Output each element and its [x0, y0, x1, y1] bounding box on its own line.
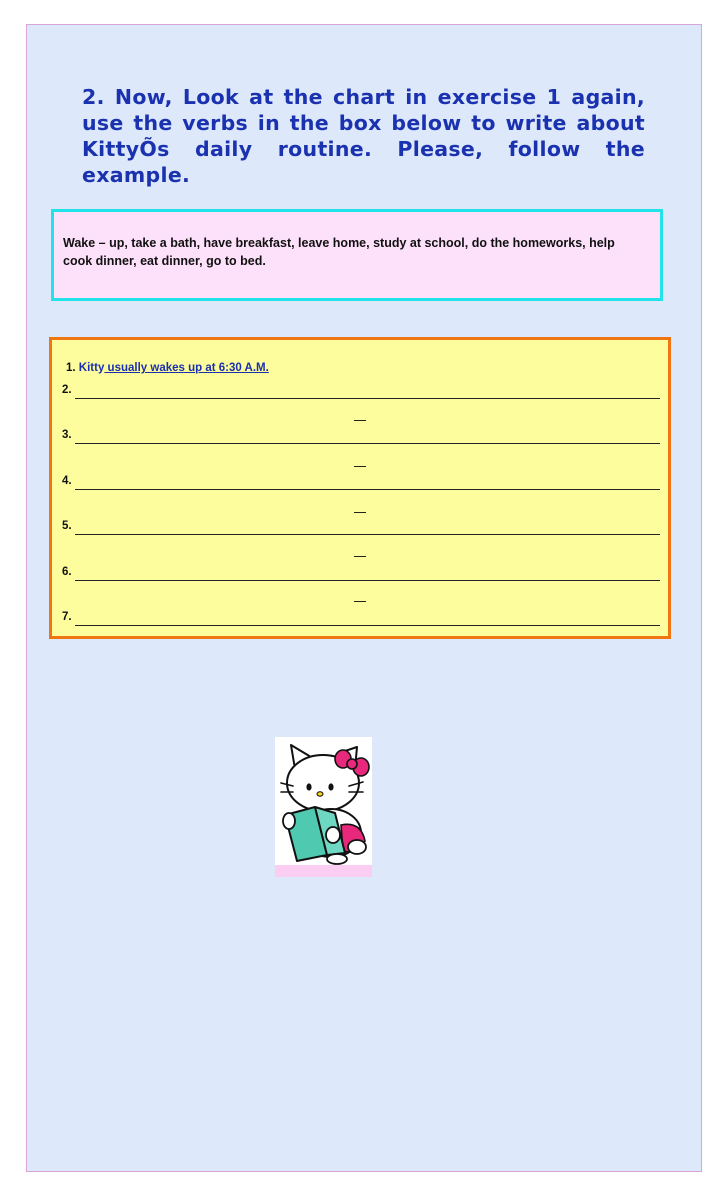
dash-mark: [354, 420, 366, 421]
line-number: 7.: [62, 611, 72, 623]
dash-mark: [354, 601, 366, 602]
image-base-strip: [275, 865, 372, 877]
exercise-instructions: 2. Now, Look at the chart in exercise 1 again, use the verbs in the box below to write about KittyÕs daily routine. Please, follow the example.: [82, 85, 645, 187]
dash-mark: [354, 512, 366, 513]
answer-line-3[interactable]: [62, 429, 660, 445]
answer-line-2[interactable]: [62, 384, 660, 400]
answer-line-5[interactable]: [62, 520, 660, 536]
answer-box: [49, 337, 671, 639]
example-number: 1.: [66, 362, 76, 374]
line-number: 6.: [62, 566, 72, 578]
verb-list: Wake – up, take a bath, have breakfast, leave home, study at school, do the homeworks, help cook dinner, eat dinner, go to bed.: [63, 236, 615, 268]
line-number: 3.: [62, 429, 72, 441]
example-answer: usually wakes up at 6:30 A.M.: [104, 362, 269, 374]
example-sentence: [66, 362, 269, 374]
line-number: 2.: [62, 384, 72, 396]
answer-line-4[interactable]: [62, 475, 660, 491]
answer-line-7[interactable]: [62, 611, 660, 627]
answer-line-6[interactable]: [62, 566, 660, 582]
dash-mark: [354, 556, 366, 557]
line-number: 4.: [62, 475, 72, 487]
kitty-illustration: [275, 737, 372, 865]
verb-box: [51, 209, 663, 301]
hello-kitty-reading-image: [275, 737, 372, 877]
line-number: 5.: [62, 520, 72, 532]
example-subject: Kitty: [78, 362, 105, 374]
dash-mark: [354, 466, 366, 467]
